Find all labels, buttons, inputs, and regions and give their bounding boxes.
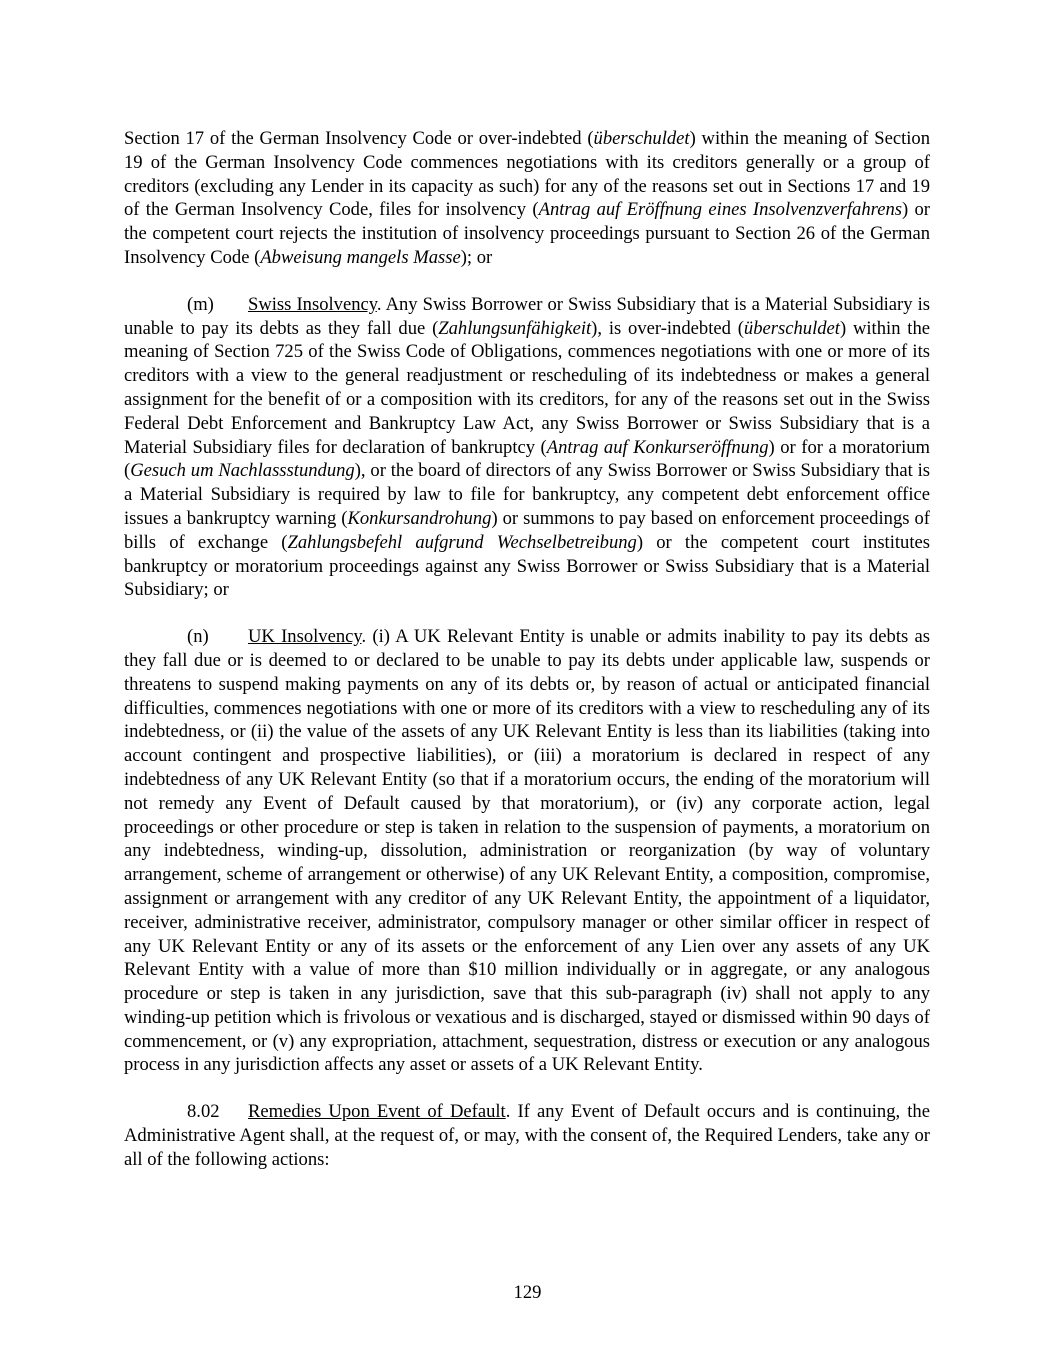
clause-number: (m) xyxy=(187,293,214,315)
italic-term: Abweisung mangels Masse xyxy=(260,246,461,268)
italic-term: Zahlungsunfähigkeit xyxy=(438,317,592,339)
text-run: . If any Event of Default occurs and is continuing, the Administrative Agent shall, at the request of, or may, with the consent of, the Required Lenders, take any or all of the following actions: xyxy=(124,1101,930,1170)
text-run: ) or summons to pay based on enforcement proceedings of bills of exchange ( xyxy=(124,507,930,553)
italic-term: Zahlungsbefehl aufgrund Wechselbetreibung xyxy=(287,531,637,553)
italic-term: überschuldet xyxy=(593,128,690,149)
text-run: ) within the meaning of Section 725 of the Swiss Code of Obligations, commences negotiations with one or more of its creditors with a view to the general readjustment or rescheduling of its indebtedness or makes a general assignment for the benefit of or a composition with its creditors, for any of the reasons set out in the Swiss Federal Debt Enforcement and Bankruptcy Law Act, any Swiss Borrower or Swiss Subsidiary that is a Material Subsidiary files for declaration of bankruptcy ( xyxy=(124,317,931,458)
clause-number: (n) xyxy=(187,626,209,648)
text-run: ); or xyxy=(460,246,493,268)
italic-term: überschuldet xyxy=(743,317,840,339)
text-run: ), or the board of directors of any Swiss Borrower or Swiss Subsidiary that is a Material Subsidiary is required by law to file for bankruptcy, any competent debt enforcement office issues a bankruptcy warning ( xyxy=(124,460,931,529)
text-run: ) or the competent court rejects the institution of insolvency proceedings pursuant to Section 26 of the German Insolvency Code ( xyxy=(124,199,930,268)
paragraph-n-uk-insolvency xyxy=(124,625,930,1077)
page-number: 129 xyxy=(513,1282,542,1303)
clause-heading: Swiss Insolvency xyxy=(248,293,377,315)
text-run: ), is over-indebted ( xyxy=(591,317,744,339)
document-page xyxy=(124,127,930,1195)
text-run: ) within the meaning of Section 19 of the German Insolvency Code commences negotiations with its creditors generally or a group of creditors (excluding any Lender in its capacity as such) for any of the reasons set out in Sections 17 and 19 of the German Insolvency Code, files for insolvency ( xyxy=(124,128,930,221)
text-run: . Any Swiss Borrower or Swiss Subsidiary that is a Material Subsidiary is unable to pay its debts as they fall due ( xyxy=(124,293,931,339)
text-run: . (i) A UK Relevant Entity is unable or admits inability to pay its debts as they fall due or is deemed to or declared to be unable to pay its debts under applicable law, suspends or threatens to suspend making payments on any of its debts or, by reason of actual or anticipated financial difficulties, commences negotiations with one or more of its creditors with a view to rescheduling any of its indebtedness, or (ii) the value of the assets of any UK Relevant Entity is less than its liabilities (taking into account contingent and prospective liabilities), or (iii) a moratorium is declared in respect of any indebtedness of any UK Relevant Entity (so that if a moratorium occurs, the ending of the moratorium will not remedy any Event of Default caused by that moratorium), or (iv) any corporate action, legal proceedings or other procedure or step is taken in relation to the suspension of payments, a moratorium on any indebtedness, winding-up, dissolution, administration or reorganization (by way of voluntary arrangement, scheme of arrangement or otherwise) of any UK Relevant Entity, a composition, compromise, assignment or arrangement with any creditor of any UK Relevant Entity, the appointment of a liquidator, receiver, administrative receiver, administrator, compulsory manager or other similar officer in respect of any UK Relevant Entity or any of its assets or the enforcement of any Lien over any assets of any UK Relevant Entity with a value of more than $10 million individually or in aggregate, or any analogous procedure or step is taken in any jurisdiction, save that this sub-paragraph (iv) shall not apply to any winding-up petition which is frivolous or vexatious and is discharged, stayed or dismissed within 90 days of commencement, or (v) any expropriation, attachment, sequestration, distress or execution or any analogous process in any jurisdiction affects any asset or assets of a UK Relevant Entity. xyxy=(124,626,930,1076)
italic-term: Konkursandrohung xyxy=(347,507,492,529)
paragraph-m-swiss-insolvency xyxy=(124,293,930,602)
text-run: Section 17 of the German Insolvency Code or over-indebted ( xyxy=(124,128,594,149)
text-run: ) or for a moratorium ( xyxy=(124,436,931,482)
paragraph-continuation-german-insolvency xyxy=(124,127,930,270)
italic-term: Antrag auf Konkurseröffnung xyxy=(546,436,769,458)
section-8-02-remedies xyxy=(124,1100,930,1171)
section-heading: Remedies Upon Event of Default xyxy=(248,1101,506,1123)
text-run: ) or the competent court institutes bankruptcy or moratorium proceedings against any Swiss Borrower or Swiss Subsidiary that is a Material Subsidiary; or xyxy=(124,531,931,601)
section-number: 8.02 xyxy=(187,1101,220,1123)
clause-heading: UK Insolvency xyxy=(248,626,362,648)
italic-term: Antrag auf Eröffnung eines Insolvenzverfahrens xyxy=(538,199,902,221)
italic-term: Gesuch um Nachlassstundung xyxy=(130,460,355,482)
